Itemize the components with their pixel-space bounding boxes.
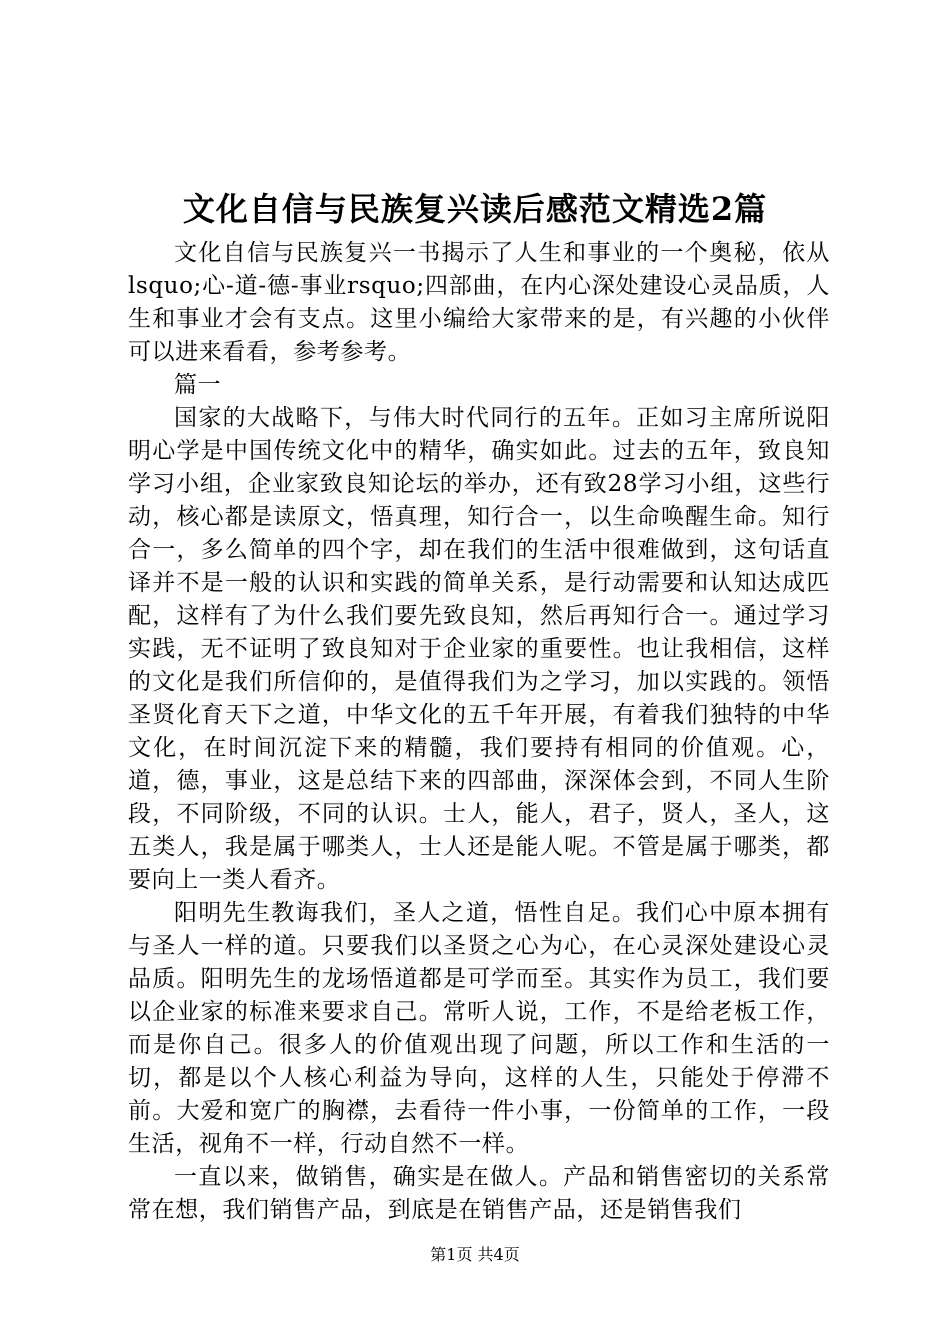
body-paragraph: 国家的大战略下，与伟大时代同行的五年。正如习主席所说阳明心学是中国传统文化中的精华，确实如此。过去的五年，致良知学习小组，企业家致良知论坛的举办，还有致28学习小组，这些行动，核心都是读原文，悟真理，知行合一，以生命唤醒生命。知行合一，多么简单的四个字，却在我们的生活中很难做到，这句话直译并不是一般的认识和实践的简单关系，是行动需要和认知达成匹配，这样有了为什么我们要先致良知，然后再知行合一。通过学习实践，无不证明了致良知对于企业家的重要性。也让我相信，这样的文化是我们所信仰的，是值得我们为之学习，加以实践的。领悟圣贤化育天下之道，中华文化的五千年开展，有着我们独特的中华文化，在时间沉淀下来的精髓，我们要持有相同的价值观。心，道，德，事业，这是总结下来的四部曲，深深体会到，不同人生阶段，不同阶级，不同的认识。士人，能人，君子，贤人，圣人，这五类人，我是属于哪类人，士人还是能人呢。不管是属于哪类，都要向上一类人看齐。: [128, 405, 830, 893]
intro-paragraph: 文化自信与民族复兴一书揭示了人生和事业的一个奥秘，依从lsquo;心-道-德-事业rsquo;四部曲，在内心深处建设心灵品质，人生和事业才会有支点。这里小编给大家带来的是，有兴趣的小伙伴可以进来看看，参考参考。: [128, 240, 830, 365]
document-body: [128, 237, 830, 1227]
section-heading: 篇一: [174, 372, 222, 398]
document-title: 文化自信与民族复兴读后感范文精选2篇: [182, 190, 768, 228]
page-number-footer: 第1页 共4页: [430, 1245, 520, 1264]
body-paragraph: 阳明先生教诲我们，圣人之道，悟性自足。我们心中原本拥有与圣人一样的道。只要我们以圣贤之心为心，在心灵深处建设心灵品质。阳明先生的龙场悟道都是可学而至。其实作为员工，我们要以企业家的标准来要求自己。常听人说，工作，不是给老板工作，而是你自己。很多人的价值观出现了问题，所以工作和生活的一切，都是以个人核心利益为导向，这样的人生，只能处于停滞不前。大爱和宽广的胸襟，去看待一件小事，一份简单的工作，一段生活，视角不一样，行动自然不一样。: [128, 900, 830, 1157]
body-paragraph: 一直以来，做销售，确实是在做人。产品和销售密切的关系常常在想，我们销售产品，到底是在销售产品，还是销售我们: [128, 1164, 830, 1223]
